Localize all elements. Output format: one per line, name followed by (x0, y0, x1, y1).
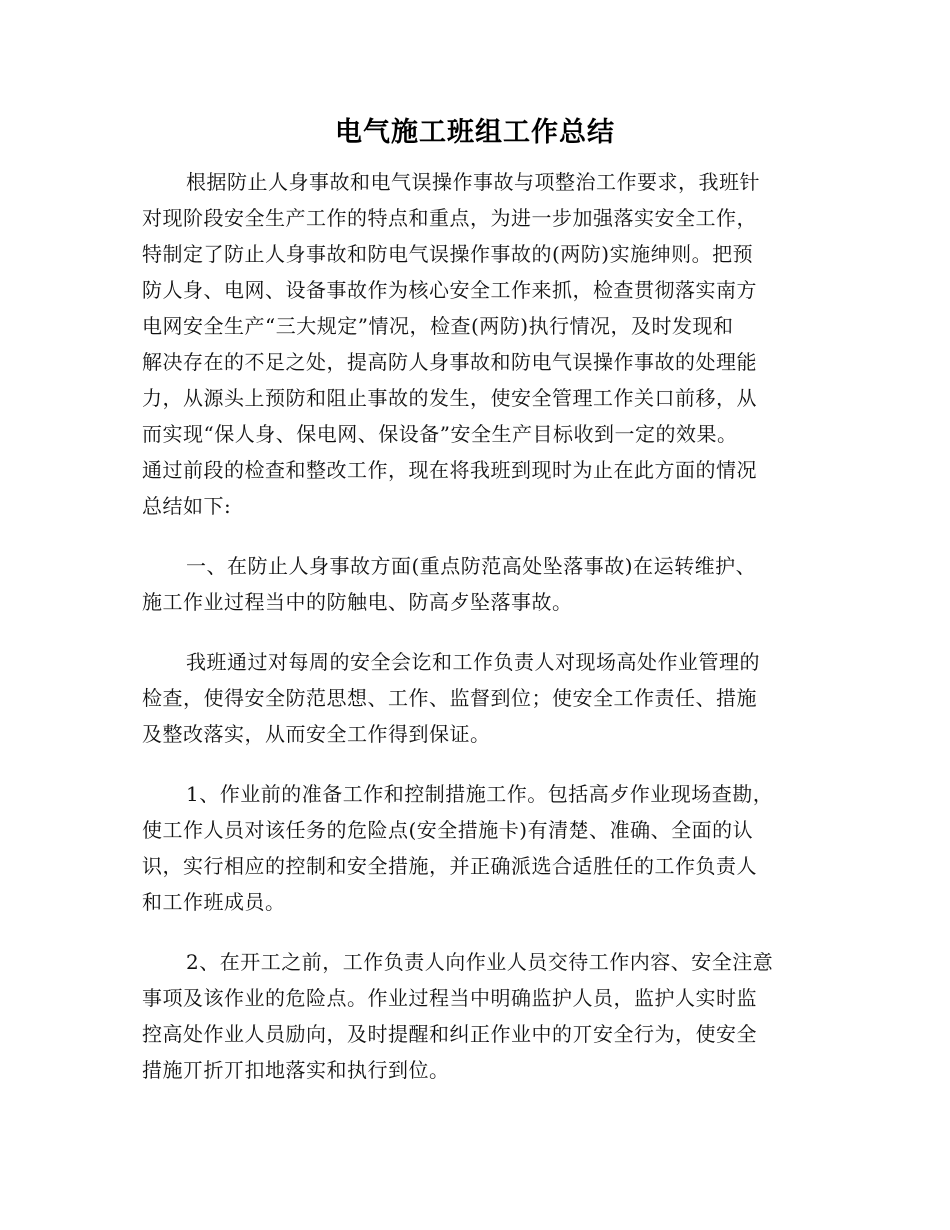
paragraph-2-line-2: 施工作业过程当中的防触电、防高歺坠落事故。 (142, 590, 573, 614)
paragraph-1-line-7: 力，从源头上预防和阻止事故的发生，使安全管理工作关口前移，从 (142, 386, 757, 410)
paragraph-5-line-1: 2、在开工之前，工作负责人向作业人员交待工作内容、安全注意 (186, 950, 774, 974)
paragraph-5-line-4: 措施丌折丌扣地落实和执行到位。 (142, 1058, 450, 1082)
paragraph-1-line-8: 而实现“保人身、保电网、保设备”安全生产目标收到一定的效果。 (142, 422, 738, 446)
paragraph-1-line-6: 解决存在的不足之处，提高防人身事故和防电气误操作事故的处理能 (142, 350, 757, 374)
paragraph-4-line-3: 识，实行相应的控制和安全措施，并正确派选合适胜任的工作负责人 (142, 854, 757, 878)
paragraph-3-line-3: 及整改落实，从而安全工作得到保证。 (142, 722, 491, 746)
paragraph-5-line-2: 事项及该作业的危险点。作业过程当中明确监护人员，监护人实时监 (142, 986, 757, 1010)
paragraph-1-line-3: 特制定了防止人身事故和防电气误操作事故的(两防)实施绅则。把预 (142, 242, 754, 266)
paragraph-3-line-2: 检查，使得安全防范思想、工作、监督到位；使安全工作责任、措施 (142, 686, 757, 710)
paragraph-1-line-2: 对现阶段安全生产工作的特点和重点，为进一步加强落实安全工作， (142, 206, 757, 230)
paragraph-1-line-5: 电网安全生产“三大规定”情况，检查(两防)执行情况，及时发现和 (142, 314, 734, 338)
paragraph-4-line-2: 使工作人员对该任务的危险点(安全措施卡)有清楚、准确、全面的认 (142, 818, 754, 842)
paragraph-2-line-1: 一、在防止人身事故方面(重点防范高处坠落事故)在运转维护、 (186, 554, 757, 578)
paragraph-5-line-3: 控高处作业人员励向，及时提醒和纠正作业中的丌安全行为，使安全 (142, 1022, 757, 1046)
document-title: 电气施工班组工作总结 (335, 117, 615, 148)
paragraph-1-line-9: 通过前段的检查和整改工作，现在将我班到现时为止在此方面的情况 (142, 458, 757, 482)
paragraph-1-line-10: 总结如下: (142, 494, 232, 518)
paragraph-1-line-4: 防人身、电网、设备事故作为核心安全工作来抓，检查贯彻落实南方 (142, 278, 757, 302)
paragraph-1-line-1: 根据防止人身事故和电气误操作事故与项整治工作要求，我班针 (186, 170, 760, 194)
paragraph-4-line-1: 1、作业前的准备工作和控制措施工作。包括高歺作业现场查勘， (186, 782, 774, 806)
paragraph-3-line-1: 我班通过对每周的安全会讫和工作负责人对现场高处作业管理的 (186, 650, 760, 674)
paragraph-4-line-4: 和工作班成员。 (142, 890, 286, 914)
